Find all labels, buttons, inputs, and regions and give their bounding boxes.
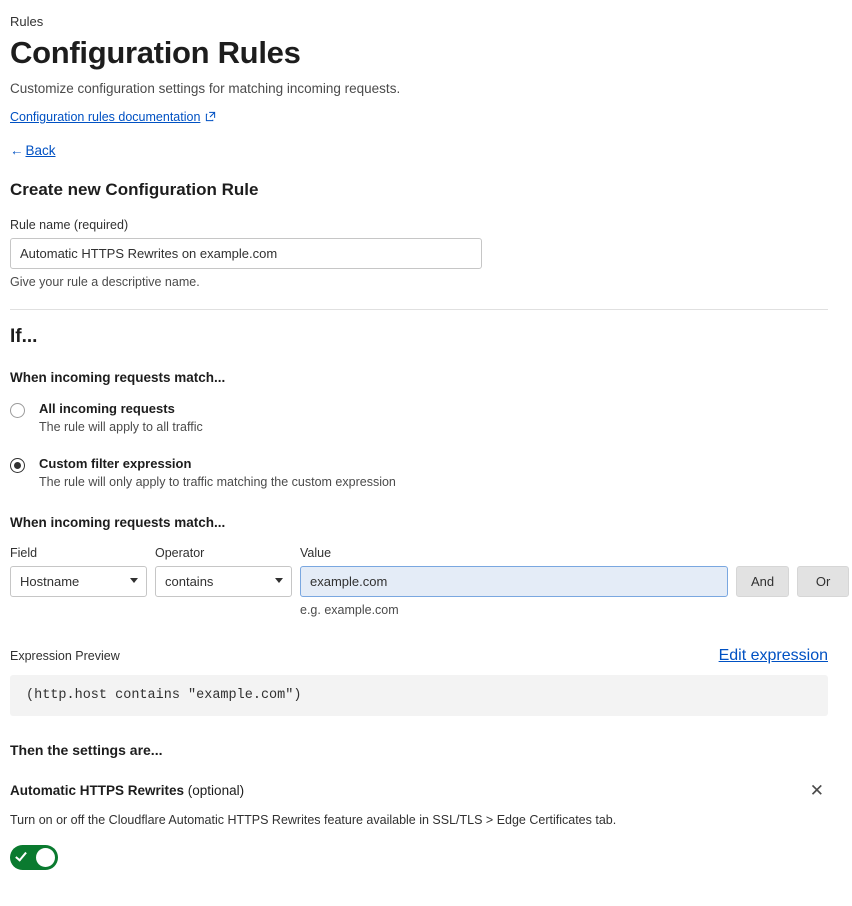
field-select-wrap xyxy=(10,566,147,597)
match-heading: When incoming requests match... xyxy=(10,370,226,385)
check-icon xyxy=(15,849,27,861)
operator-select-wrap xyxy=(155,566,292,597)
documentation-link-row xyxy=(10,110,828,125)
value-input[interactable] xyxy=(300,566,728,597)
breadcrumb: Rules xyxy=(10,14,44,29)
rule-name-input[interactable] xyxy=(10,238,482,269)
radio-text-custom-filter xyxy=(39,456,396,489)
expression-preview-box: (http.host contains "example.com") xyxy=(10,675,828,716)
operator-column-label: Operator xyxy=(155,546,205,560)
external-link-icon xyxy=(205,111,216,125)
setting-title xyxy=(10,783,244,798)
radio-desc-custom-filter: The rule will only apply to traffic matching the custom expression xyxy=(39,475,396,489)
radio-icon-custom-filter[interactable] xyxy=(10,458,25,473)
radio-option-all-requests[interactable] xyxy=(10,401,828,434)
value-help: e.g. example.com xyxy=(300,603,399,617)
value-column-label: Value xyxy=(300,546,332,560)
page-title: Configuration Rules xyxy=(10,35,301,70)
back-link[interactable]: Back xyxy=(25,143,56,158)
or-spacer xyxy=(797,546,849,560)
back-row xyxy=(10,143,828,158)
radio-text-all-requests xyxy=(39,401,203,434)
field-select[interactable] xyxy=(10,566,147,597)
radio-option-custom-filter[interactable] xyxy=(10,456,828,489)
radio-label-custom-filter: Custom filter expression xyxy=(39,456,192,471)
and-button-column xyxy=(736,546,789,597)
setting-optional-text: (optional) xyxy=(187,783,245,798)
radio-desc-all-requests: The rule will apply to all traffic xyxy=(39,420,203,434)
setting-title-text: Automatic HTTPS Rewrites xyxy=(10,783,185,798)
setting-header xyxy=(10,780,828,801)
configuration-rules-documentation-link[interactable]: Configuration rules documentation xyxy=(10,110,201,124)
rule-name-help: Give your rule a descriptive name. xyxy=(10,275,200,289)
edit-expression-link[interactable]: Edit expression xyxy=(718,647,828,664)
value-column xyxy=(300,546,728,617)
or-button-column xyxy=(797,546,849,597)
toggle-knob xyxy=(36,848,55,867)
radio-label-all-requests: All incoming requests xyxy=(39,401,175,416)
setting-description: Turn on or off the Cloudflare Automatic HTTPS Rewrites feature available in SSL/TLS > Edge Certificates tab. xyxy=(10,813,617,827)
back-arrow-icon: ← xyxy=(10,143,24,158)
create-rule-heading: Create new Configuration Rule xyxy=(10,180,259,199)
and-button[interactable]: And xyxy=(736,566,789,597)
or-button[interactable]: Or xyxy=(797,566,849,597)
then-heading: Then the settings are... xyxy=(10,742,163,758)
builder-heading: When incoming requests match... xyxy=(10,515,226,530)
expression-preview-label: Expression Preview xyxy=(10,649,120,663)
field-column-label: Field xyxy=(10,546,38,560)
if-heading: If... xyxy=(10,326,38,347)
automatic-https-rewrites-toggle[interactable] xyxy=(10,845,58,870)
divider xyxy=(10,309,828,310)
operator-select[interactable] xyxy=(155,566,292,597)
operator-column xyxy=(155,546,292,597)
close-icon[interactable]: ✕ xyxy=(809,781,824,800)
and-spacer xyxy=(736,546,789,560)
rule-name-label: Rule name (required) xyxy=(10,218,129,232)
expression-builder-row xyxy=(10,546,831,617)
field-column xyxy=(10,546,147,597)
radio-icon-all-requests[interactable] xyxy=(10,403,25,418)
page-subtitle: Customize configuration settings for matching incoming requests. xyxy=(10,81,401,96)
expression-preview-header xyxy=(10,647,828,665)
